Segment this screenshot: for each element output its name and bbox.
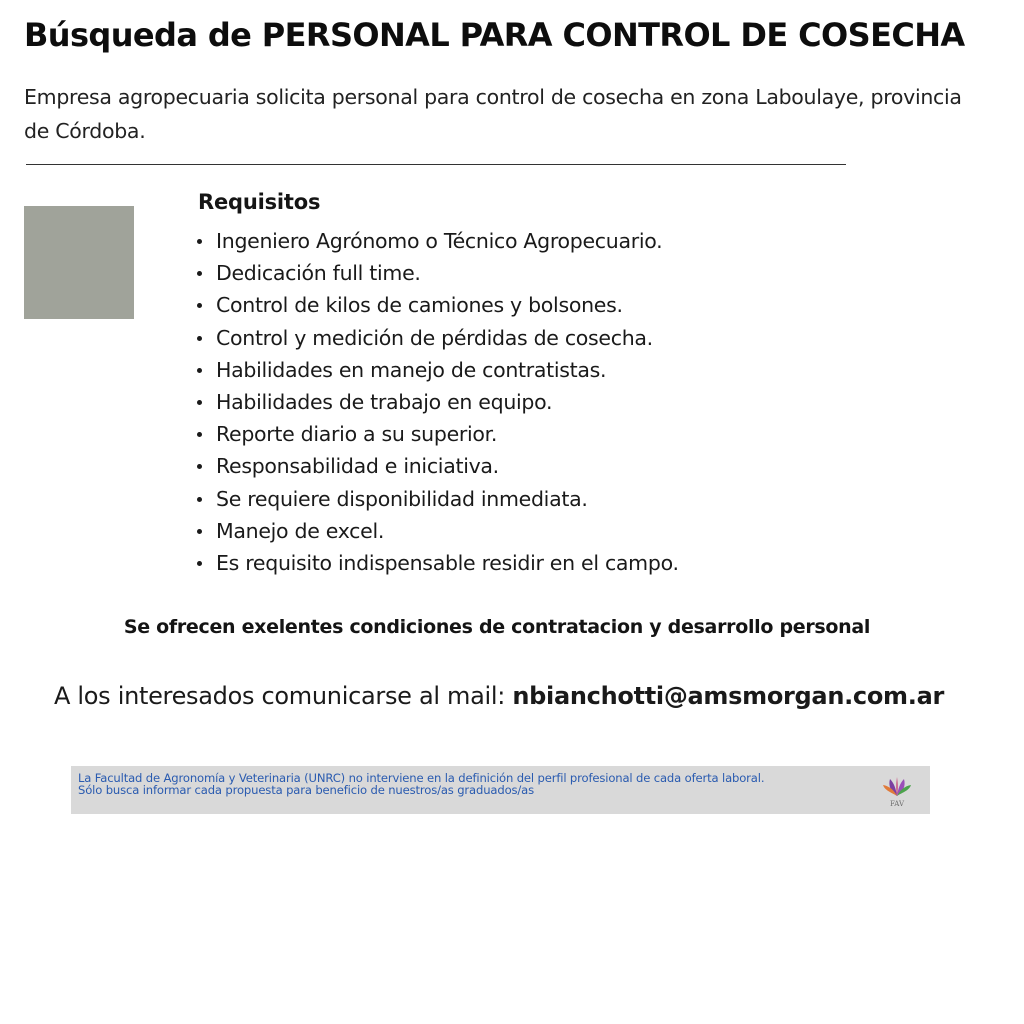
- requirement-item: Ingeniero Agrónomo o Técnico Agropecuario.: [194, 225, 679, 257]
- requirement-item: Responsabilidad e iniciativa.: [194, 450, 679, 482]
- contact-email[interactable]: nbianchotti@amsmorgan.com.ar: [512, 682, 945, 710]
- requirements-heading: Requisitos: [198, 190, 321, 214]
- intro-text: Empresa agropecuaria solicita personal para control de cosecha en zona Laboulaye, provincia de Córdoba.: [24, 85, 962, 143]
- requirement-item: Manejo de excel.: [194, 515, 679, 547]
- contact-prefix: A los interesados comunicarse al mail:: [53, 682, 513, 710]
- requirement-item: Se requiere disponibilidad inmediata.: [194, 483, 679, 515]
- requirements-list: [194, 225, 679, 579]
- disclaimer-line-2: Sólo busca informar cada propuesta para beneficio de nuestros/as graduados/as: [78, 783, 535, 797]
- contact-line: [0, 682, 998, 710]
- requirement-item: Control y medición de pérdidas de cosecha.: [194, 322, 679, 354]
- requirement-item: Habilidades en manejo de contratistas.: [194, 354, 679, 386]
- page-title: Búsqueda de PERSONAL PARA CONTROL DE COSECHA: [24, 16, 965, 54]
- requirement-item: Control de kilos de camiones y bolsones.: [194, 289, 679, 321]
- requirement-item: Habilidades de trabajo en equipo.: [194, 386, 679, 418]
- requirement-item: Es requisito indispensable residir en el campo.: [194, 547, 679, 579]
- fav-logo-icon: [882, 774, 912, 808]
- divider: [26, 164, 846, 165]
- fav-logo-label: FAV: [889, 800, 904, 808]
- disclaimer-banner: [71, 766, 930, 814]
- disclaimer-line-1: La Facultad de Agronomía y Veterinaria (UNRC) no interviene en la definición del perfil profesional de cada oferta laboral.: [78, 771, 765, 785]
- fav-leaf-icon: [882, 774, 912, 800]
- image-placeholder: [24, 206, 134, 319]
- offer-text: Se ofrecen exelentes condiciones de contratacion y desarrollo personal: [123, 616, 871, 638]
- disclaimer-text: [78, 772, 878, 796]
- requirement-item: Dedicación full time.: [194, 257, 679, 289]
- requirement-item: Reporte diario a su superior.: [194, 418, 679, 450]
